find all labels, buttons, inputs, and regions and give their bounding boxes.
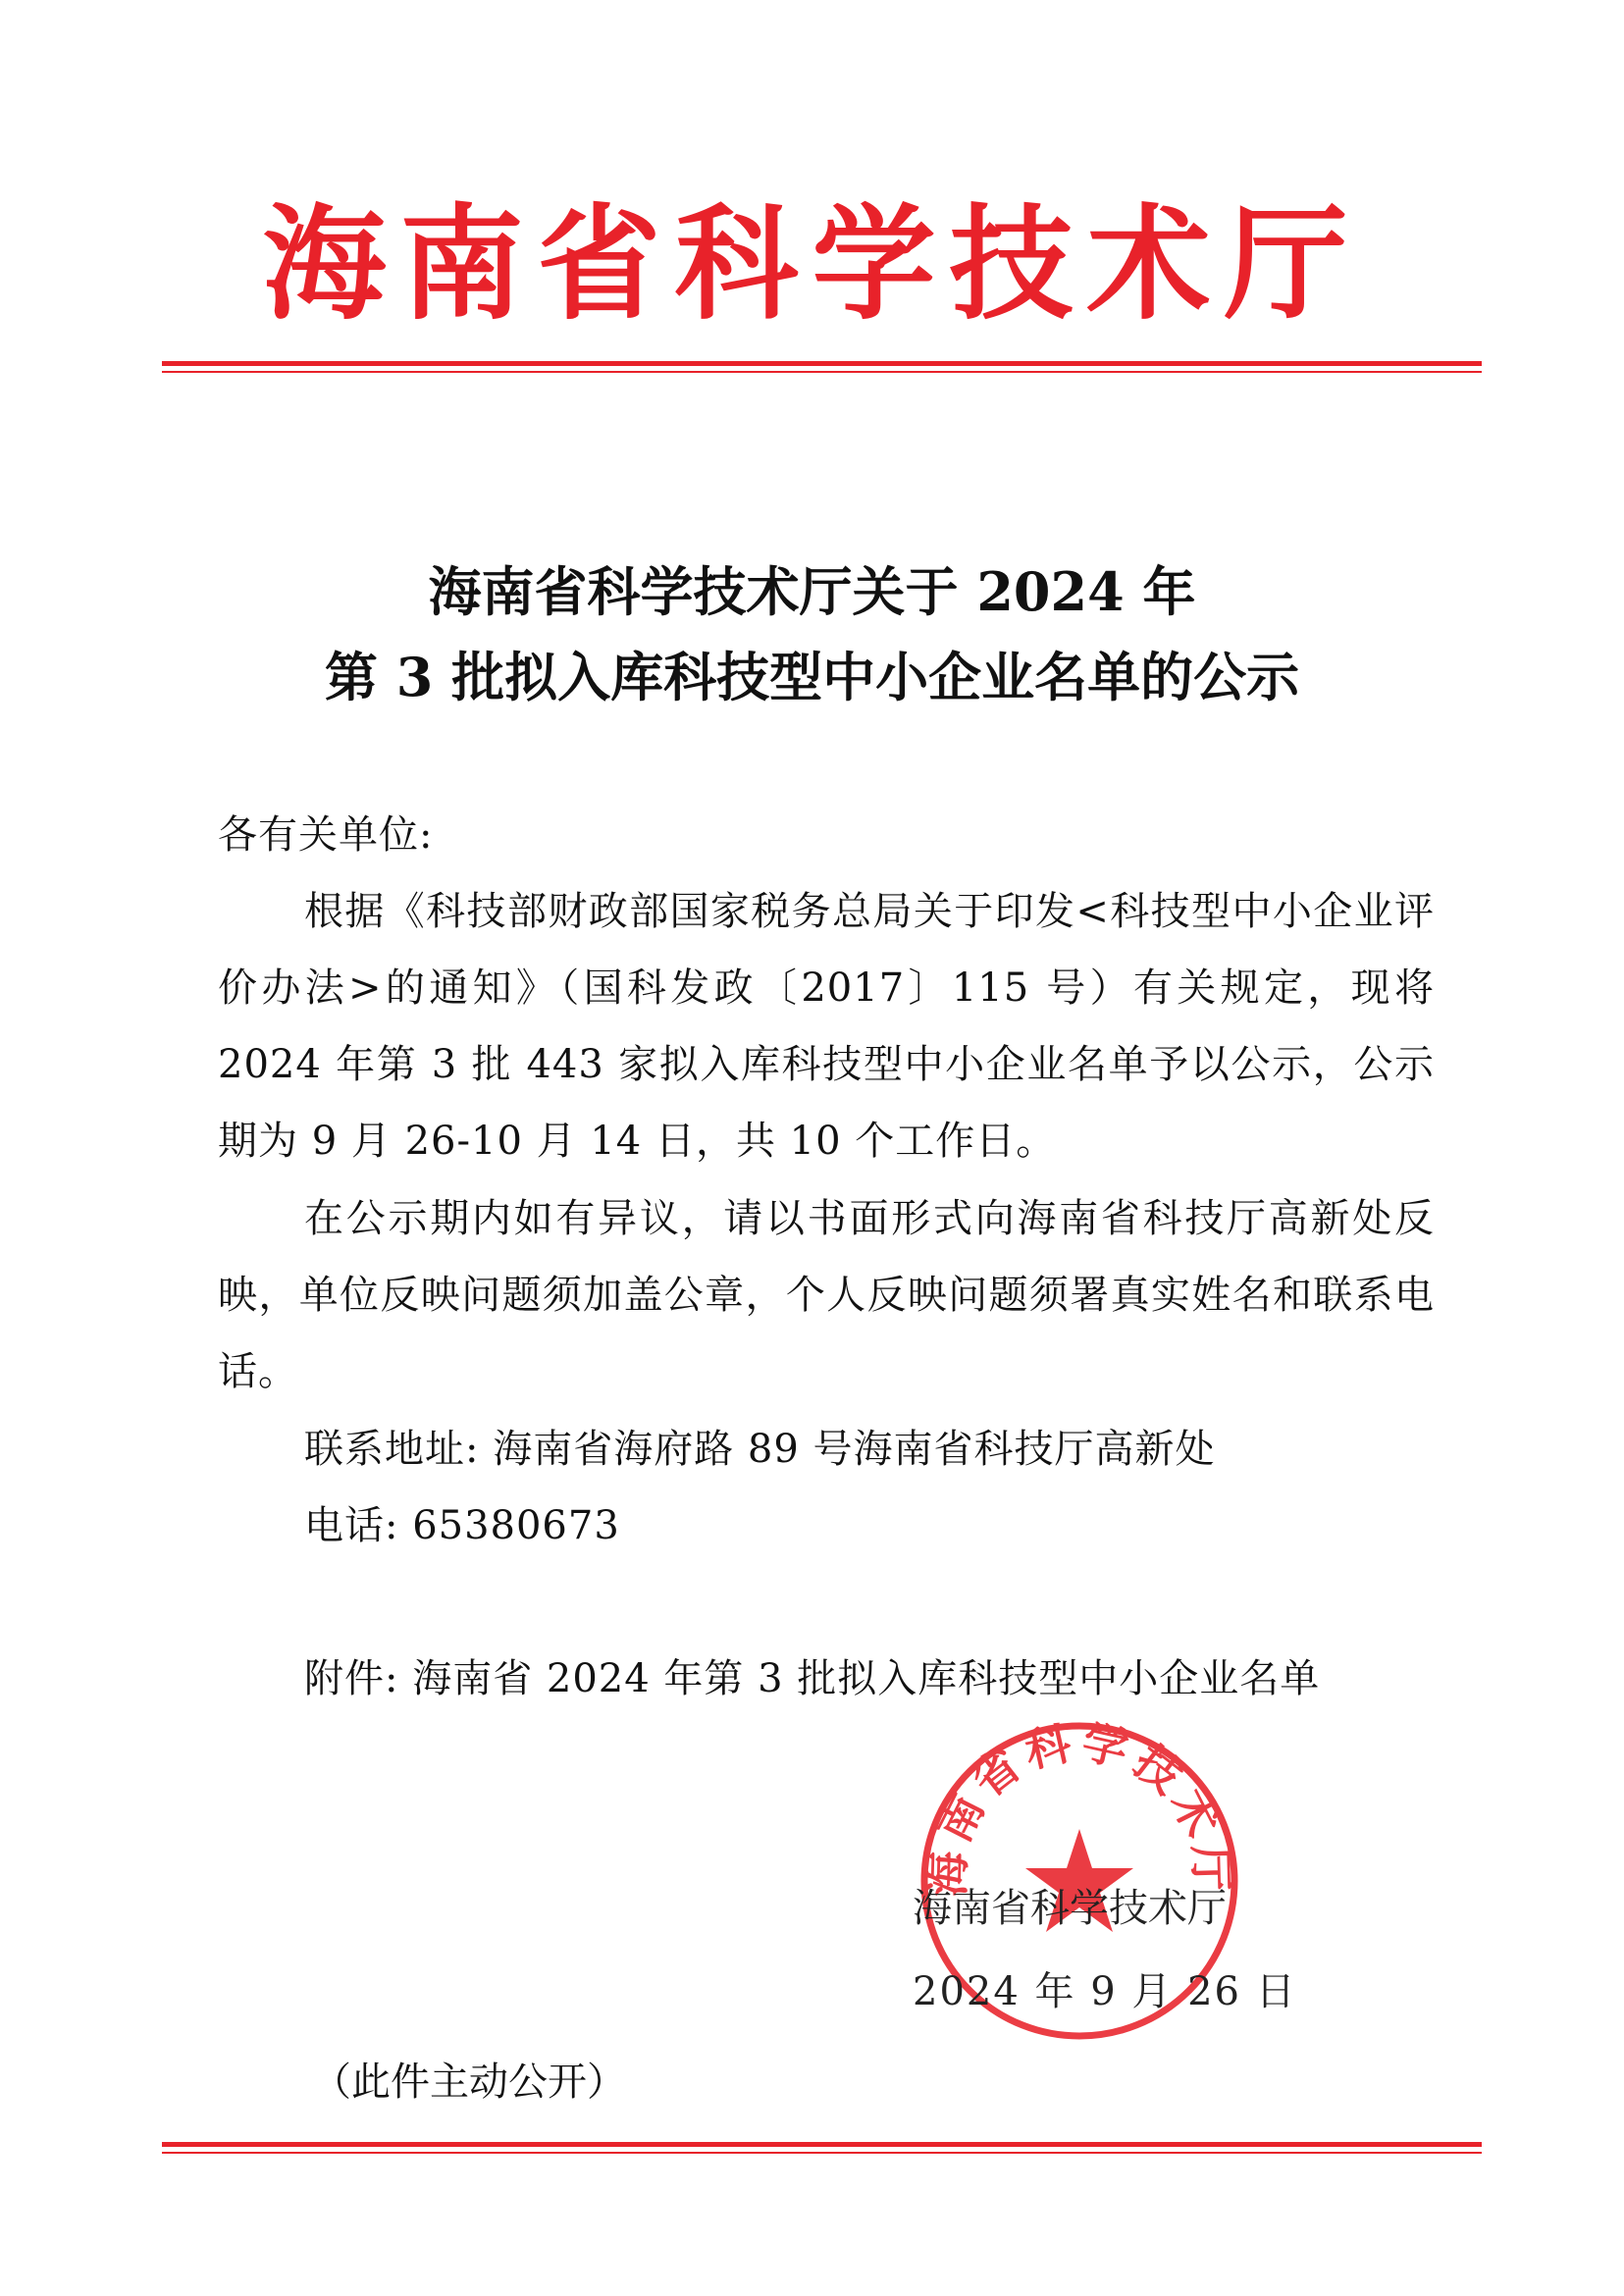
letterhead-divider-thick — [162, 361, 1482, 366]
contact-address — [218, 1411, 1435, 1487]
paragraph-objection — [218, 1180, 1435, 1410]
letterhead-org-name: 海南省科学技术厅 — [262, 192, 1362, 337]
signature-org: 海南省科学技术厅 — [913, 1886, 1227, 1931]
letterhead-divider-thin — [162, 371, 1482, 373]
contact-address-text: 联系地址: 海南省海府路 89 号海南省科技厅高新处 — [304, 1427, 1216, 1472]
document-title-line-1: 海南省科学技术厅关于 2024 年 — [428, 560, 1196, 623]
paragraph-objection-text: 在公示期内如有异议，请以书面形式向海南省科技厅高新处反映，单位反映问题须加盖公章，个人反映问题须署真实姓名和联系电话。 — [218, 1196, 1435, 1394]
attachment-note-text: 附件: 海南省 2024 年第 3 批拟入库科技型中小企业名单 — [304, 1656, 1321, 1701]
footer-divider-thick — [162, 2142, 1482, 2147]
seal-text: 海南省科学技术厅 — [920, 1719, 1238, 1898]
signature-date: 2024 年 9 月 26 日 — [913, 1969, 1297, 2014]
paragraph-regulation-text: 根据《科技部财政部国家税务总局关于印发<科技型中小企业评价办法>的通知》（国科发政〔2017〕115 号）有关规定，现将 2024 年第 3 批 443 家拟入库科技型中小企业名单予以公示，公示期为 9 月 26-10 月 14 日，共 10 个工作日。 — [218, 889, 1435, 1164]
footer-divider-thin — [162, 2152, 1482, 2154]
salutation — [218, 797, 1435, 873]
attachment-note — [218, 1641, 1435, 1717]
disclosure-note: （此件主动公开） — [312, 2060, 626, 2105]
document-title-line-2: 第 3 批拟入库科技型中小企业名单的公示 — [324, 646, 1300, 708]
contact-phone — [218, 1487, 1435, 1564]
salutation-text: 各有关单位: — [218, 812, 434, 858]
contact-phone-text: 电话: 65380673 — [304, 1503, 620, 1548]
paragraph-regulation — [218, 873, 1435, 1179]
